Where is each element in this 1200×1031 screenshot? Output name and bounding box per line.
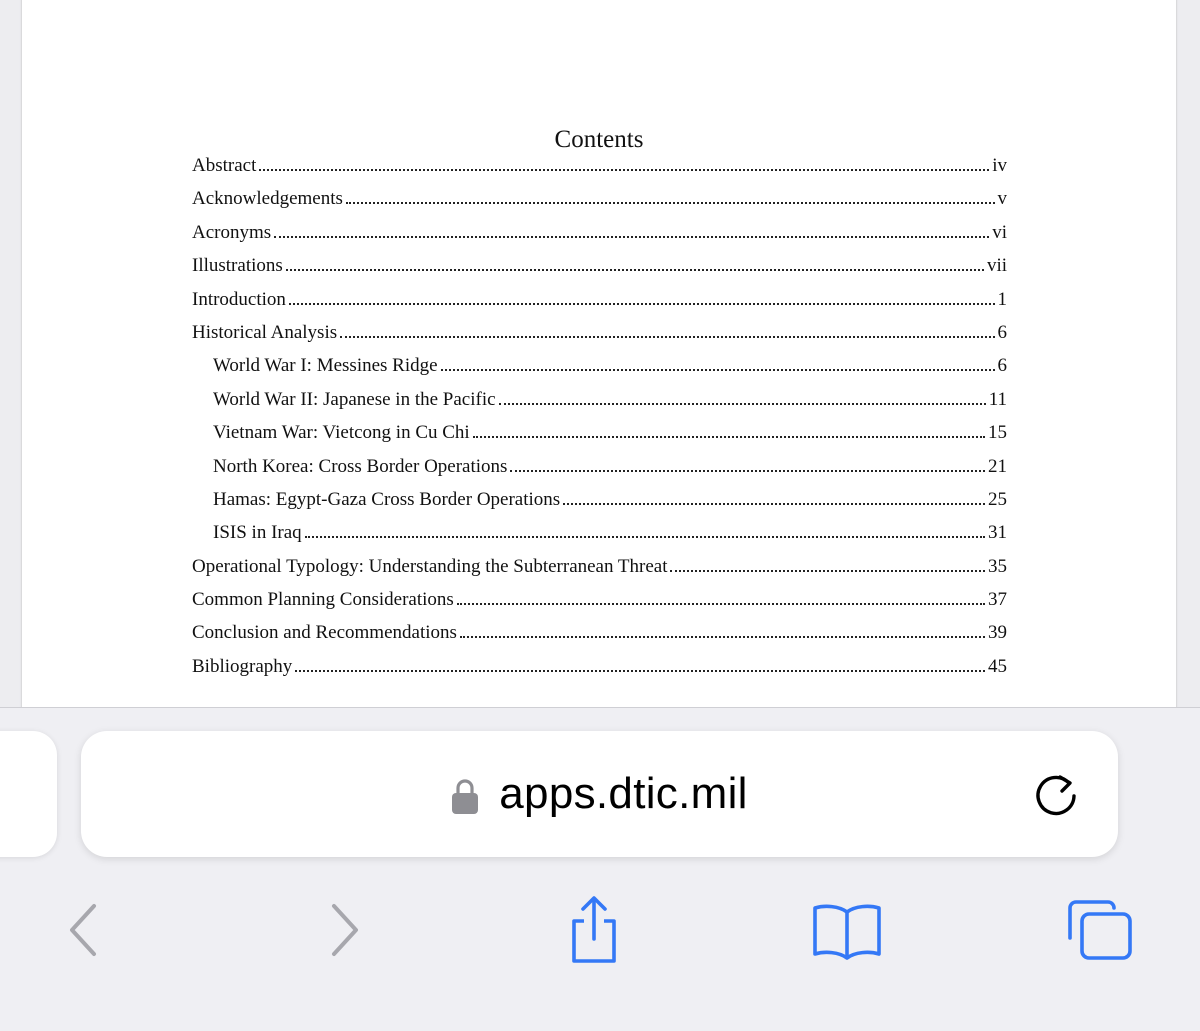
toc-entry-label: Acronyms	[192, 221, 272, 243]
forward-button[interactable]	[294, 870, 394, 990]
toc-entry-label: Operational Typology: Understanding the Subterranean Threat	[192, 555, 668, 577]
toc-entry-label: World War II: Japanese in the Pacific	[213, 388, 496, 410]
toc-title: Contents	[554, 126, 644, 153]
toc-entry-label: Illustrations	[192, 255, 283, 277]
dot-leader	[340, 322, 994, 338]
toc-entry-label: Abstract	[192, 155, 257, 176]
table-of-contents	[192, 155, 1007, 689]
dot-leader	[441, 355, 995, 371]
toc-entry-label: Hamas: Egypt-Gaza Cross Border Operations	[213, 488, 561, 510]
dot-leader	[286, 255, 984, 271]
toc-entry[interactable]	[192, 289, 1007, 322]
tabs-button[interactable]	[1050, 870, 1150, 990]
toc-entry[interactable]	[192, 656, 1007, 689]
toc-entry-label: Conclusion and Recommendations	[192, 622, 457, 644]
lock-icon	[451, 777, 479, 815]
toc-entry-page: vii	[986, 255, 1007, 277]
toc-entry[interactable]	[192, 322, 1007, 355]
reload-icon	[1029, 767, 1083, 821]
toc-entry-label: North Korea: Cross Border Operations	[213, 455, 508, 477]
share-icon	[564, 895, 624, 965]
browser-toolbar	[0, 870, 1200, 990]
dot-leader	[460, 622, 985, 638]
toc-entry-label: Acknowledgements	[192, 188, 343, 210]
toc-entry-page: 45	[988, 655, 1007, 677]
toc-entry-label: World War I: Messines Ridge	[213, 355, 438, 377]
chevron-right-icon	[324, 900, 364, 960]
url-field[interactable]	[81, 731, 1118, 857]
toc-subentry[interactable]	[192, 489, 1007, 522]
dot-leader	[295, 656, 985, 672]
toc-entry-label: Introduction	[192, 288, 286, 310]
bookmarks-button[interactable]	[797, 870, 897, 990]
toc-entry-page: 1	[997, 288, 1007, 310]
toc-entry-page: 35	[988, 555, 1007, 577]
toc-entry-page: 37	[988, 589, 1007, 611]
toc-entry-label: Vietnam War: Vietcong in Cu Chi	[213, 422, 470, 444]
dot-leader	[274, 222, 989, 238]
toc-subentry[interactable]	[192, 389, 1007, 422]
toc-entry-page: 21	[988, 455, 1007, 477]
toc-entry[interactable]	[192, 589, 1007, 622]
toc-entry[interactable]	[192, 188, 1007, 221]
toc-entry-page: 6	[997, 321, 1007, 343]
tabs-icon	[1066, 898, 1134, 962]
share-button[interactable]	[544, 870, 644, 990]
dot-leader	[670, 556, 985, 572]
toc-entry-label: Bibliography	[192, 655, 293, 677]
reload-button[interactable]	[1029, 767, 1083, 821]
toc-entry-label: ISIS in Iraq	[213, 522, 302, 544]
dot-leader	[305, 522, 985, 538]
back-button[interactable]	[34, 870, 134, 990]
dot-leader	[563, 489, 985, 505]
book-icon	[811, 900, 883, 960]
toc-subentry[interactable]	[192, 422, 1007, 455]
toc-entry[interactable]	[192, 222, 1007, 255]
toc-entry-page: vi	[992, 221, 1007, 243]
toc-entry-page: 25	[988, 488, 1007, 510]
toc-entry-page: 31	[988, 522, 1007, 544]
toc-entry-page: 39	[988, 622, 1007, 644]
toc-entry-label: Historical Analysis	[192, 321, 338, 343]
toc-entry[interactable]	[192, 155, 1007, 188]
toc-subentry[interactable]	[192, 522, 1007, 555]
toc-entry[interactable]	[192, 622, 1007, 655]
toc-entry-page: 11	[988, 388, 1007, 410]
dot-leader	[499, 389, 986, 405]
chevron-left-icon	[64, 900, 104, 960]
url-text: apps.dtic.mil	[499, 769, 748, 818]
toc-entry-page: 6	[997, 355, 1007, 377]
dot-leader	[473, 422, 985, 438]
toc-subentry[interactable]	[192, 456, 1007, 489]
toc-subentry[interactable]	[192, 355, 1007, 388]
toc-entry-page: v	[997, 188, 1007, 210]
toc-entry[interactable]	[192, 255, 1007, 288]
toc-entry-page: 15	[988, 422, 1007, 444]
toc-entry-page: iv	[992, 155, 1007, 176]
dot-leader	[289, 289, 995, 305]
toc-entry-label: Common Planning Considerations	[192, 589, 454, 611]
previous-tab-card[interactable]	[0, 731, 57, 857]
dot-leader	[259, 155, 989, 171]
toc-entry[interactable]	[192, 556, 1007, 589]
dot-leader	[510, 456, 985, 472]
pdf-page	[22, 0, 1176, 708]
dot-leader	[457, 589, 985, 605]
dot-leader	[346, 188, 995, 204]
address-bar[interactable]	[81, 731, 1118, 857]
